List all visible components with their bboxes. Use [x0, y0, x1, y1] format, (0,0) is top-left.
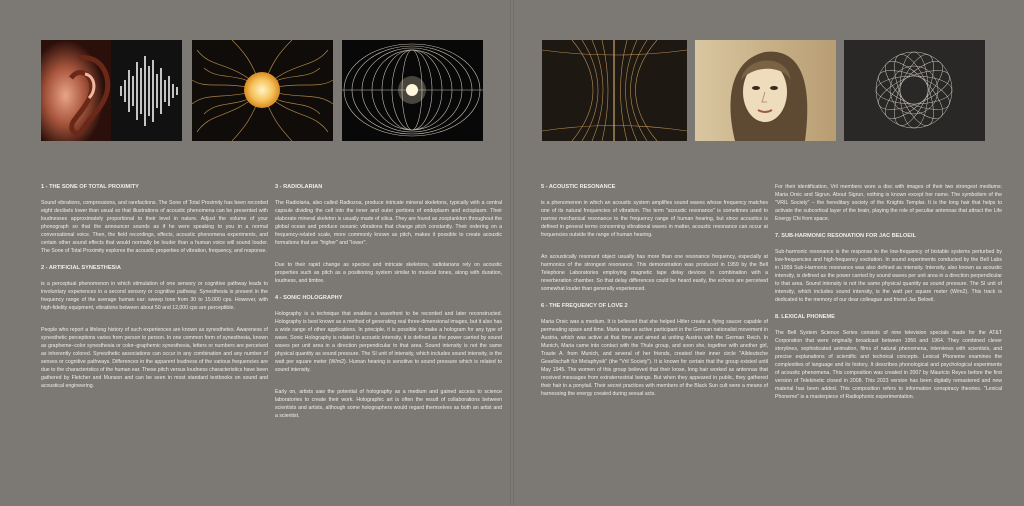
column-3 — [541, 183, 768, 407]
section-title: 6 - THE FREQUENCY OF LOVE 2 — [541, 303, 628, 309]
section-title: 2 - ARTIFICIAL SYNESTHESIA — [41, 265, 121, 271]
section-body: Due to their rapid change as species and intricate skeletons, radiolarians rely on acoustic properties such as pitch as a positioning system similar to musical tones, along with duration, loudness, and timbre. — [275, 262, 502, 284]
section-body: For their identification, Vril members wore a disc with images of their two strongest mediums: Maria Orsic and Sigrun. About Sigrun, nothing is known except her name. The symbolism of the "VRIL Society" – the hereditary society of the Knights Templar. It is the long hair that helps to activate the subcortical layer of the brain, playing the role of peculiar antennas that attract the Life Energy Chi from space. — [775, 184, 1002, 222]
section-title: 3 - RADIOLARIAN — [275, 184, 323, 190]
spirograph-rosette-image — [844, 40, 985, 141]
section-body: The Bell System Science Series consists of nine television specials made for the AT&T Corporation that were originally broadcast between 1956 and 1964. They combined clever storylines, sophisticated animation, films of natural phenomena, interviews with scientists, and precise explanations of scientific and technical concepts. Lexical Phoneme examines the complexities of language and its history. It describes phonological and psychological experiments of acoustic phenomena. This composition was created in 2007 by Mauricio Reyes before the first version of Telekinetic closed in 2008. This 2023 version has been digitally remastered and new material has been added. This composition refers to information conspiracy theories. "Lexical Phoneme" is a masterpiece of Radiophonic experimentation. — [775, 330, 1002, 400]
column-4 — [775, 183, 1002, 410]
column-1 — [41, 183, 268, 399]
section-body: People who report a lifelong history of such experiences are known as synesthetes. Awareness of synesthetic perceptions varies from person to person. In one common form of synesthesia, known as grapheme–color synesthesia or color–graphemic synesthesia, letters or numbers are perceived as inherently colored. Synesthetic associations can occur in any combination and any number of senses or cognitive pathways. Differences in the apparent loudness of the various frequencies are due to the characteristics of the human ear. These pitch versus loudness characteristics have been gathered by Fletcher and Munson and can be seen in most standard textbooks on sound and acoustical engineering. — [41, 327, 268, 389]
section-body: is a phenomenon in which an acoustic system amplifies sound waves whose frequency matches one of its natural frequencies of vibration. The term "acoustic resonance" is sometimes used to narrow mechanical resonance to the frequency range of human hearing, but since acoustics is defined in general terms concerning vibrational waves in matter, acoustic resonance can occur at frequencies outside the range of human hearing. — [541, 200, 768, 238]
section-body: An acoustically resonant object usually has more than one resonance frequency, especially at harmonics of the strongest resonance. This demonstration was produced in 1959 by the Bell Telephone Laboratories employing magnetic tape delay devices in combination with a reverberation chamber. So that delay differences could be heard easily, the echoes are perceived somewhat louder than generally experienced. — [541, 254, 768, 292]
section-body: is a perceptual phenomenon in which stimulation of one sensory or cognitive pathway leads to involuntary experiences in a second sensory or cognitive pathway. Synesthesia is present in the frequency range of the average human ear: sweep tone from 30 to 15.000 cps. However, with high-fidelity equipment, vibrations between about 50 and 12,000 cps are perceptible. — [41, 281, 268, 311]
section-title: 4 - SONIC HOLOGRAPHY — [275, 295, 343, 301]
section-title: 8. LEXICAL PHONEME — [775, 314, 835, 320]
section-body: Maria Orsic was a medium. It is believed that she helped Hitler create a flying saucer capable of permeating space and time. Maria was an active participant in the German nationalist movement in Austria, which was active at that time and aimed at uniting Austria with the German Reich. In Munich, Maria came into contact with the Thule group, and soon she, together with another girl, Traute A. from Munich, and several of her friends, created their inner circle "Alldeutsche Gesellschaft für Metaphysik" (the "Vril Society"). It is known for certain that the group existed until May 1945. The women of this group believed that their loose, long hair worked as antennas that received messages from extraterrestrial beings. But when they appeared in public, they gathered their hair in a ponytail. Their secret practices with members of the Black Sun cult were a means of harnessing the energy created during sexual acts. — [541, 319, 768, 397]
section-body: Early on, artists saw the potential of holography as a medium and gained access to science laboratories to create their work. Holographic art is often the result of collaborations between scientists and artists, although some holographers would regard themselves as both an artist and a scientist. — [275, 389, 502, 419]
holographic-lens-image — [342, 40, 483, 141]
section-body: Sound vibrations, compressions, and rarefactions. The Sone of Total Proximity has been recorded eight decibels lower than usual so that illustrations of acoustic phenomena can be presented with loudnesses approximately proportional to their level in nature. Adjust the volume of your phonograph so that the announcer sounds as if he were speaking to you in a normal conversational voice. Then, the field recordings, effects, acoustic phenomena experiments, and certain other sound effects that would normally be louder than a human voice will sound louder. The Sone of Total Proximity explores the acoustic properties of vibration, frequency, and response. — [41, 200, 268, 254]
section-title: 1 - THE SONE OF TOTAL PROXIMITY — [41, 184, 139, 190]
resonance-lines-image — [542, 40, 687, 141]
column-2 — [275, 183, 502, 429]
section-body: Holography is a technique that enables a wavefront to be recorded and later reconstructed. Holography is best known as a method of generating real three-dimensional images, but it also has a wide range of other applications. In principle, it is possible to make a hologram for any type of wave. Sonic Holography is related to acoustic intensity, it is defined as the power carried by sound waves per unit area in a direction perpendicular to that area. Sound intensity is not the same physical quantity as sound pressure. The SI unit of intensity, which includes sound intensity, is the watt per square meter (W/m2). Human hearing is sensitive to sound pressure which is related to sound intensity. — [275, 311, 502, 373]
section-title: 7. SUB-HARMONIC RESONATION FOR JAC BELOEIL — [775, 233, 916, 239]
ear-soundwave-image — [41, 40, 182, 141]
section-body: Sub-harmonic resonance is the response to the low-frequency of bistable systems perturbed by low-frequencies and high-frequency excitation. In sound experiments conducted by the Bell Labs in 1959 Sub-Harmonic resonance was also defined as intensity. Intensity, also known as acoustic intensity, is defined as the power carried by sound waves per unit area in a direction perpendicular to that area. Sound intensity is not the same physical quantity as sound pressure. The SI unit of intensity, which includes sound intensity, is the watt per square meter (W/m2). This track is dedicated to the memory of our dear colleague and friend Jac Beloeil. — [775, 249, 1002, 303]
right-page — [512, 0, 1024, 506]
section-title: 5 - ACOUSTIC RESONANCE — [541, 184, 616, 190]
section-body: The Radiolaria, also called Radiozoa, produce intricate mineral skeletons, typically with a central capsule dividing the cell into the inner and outer portions of endoplasm and ectoplasm. Their elaborate mineral skeleton is usually made of silica. They are found as zooplankton throughout the global ocean and produce oceanic vibrations that change pitch constantly. Their ordering on a frequency-related scale, more commonly known as pitch, makes it possible to create acoustic formations that are "higher" and "lower". — [275, 200, 502, 246]
maria-orsic-portrait-image — [695, 40, 836, 141]
radiolarian-sun-image — [192, 40, 333, 141]
